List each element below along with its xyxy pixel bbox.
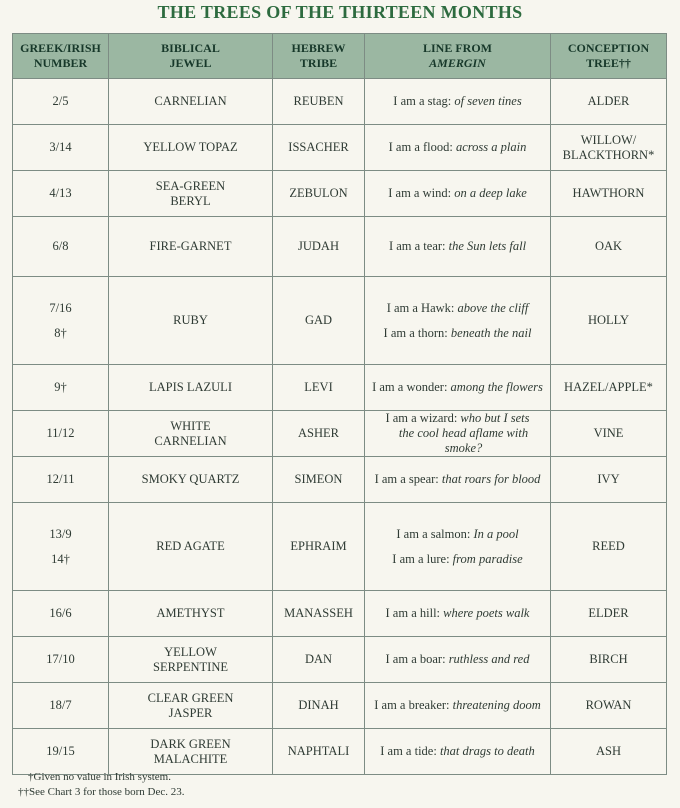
table-row <box>13 457 667 503</box>
amergin-phrase: that roars for blood <box>441 472 541 486</box>
table-row <box>13 591 667 637</box>
jewel-cell <box>109 591 273 637</box>
footnotes <box>18 770 185 800</box>
amergin-phrase: the Sun lets fall <box>448 239 527 253</box>
number-value: 19/15 <box>46 744 75 758</box>
tribe-cell <box>273 591 365 637</box>
jewel-line: BERYL <box>170 193 211 208</box>
tribe-cell <box>273 125 365 171</box>
jewel-line: SMOKY QUARTZ <box>141 472 240 486</box>
tribe-value: SIMEON <box>294 472 343 486</box>
number-cell <box>13 683 109 729</box>
tree-line: ASH <box>595 744 621 758</box>
number-value-secondary: 8† <box>54 325 67 340</box>
number-cell <box>13 277 109 365</box>
tree-line: ALDER <box>587 94 630 108</box>
number-cell <box>13 637 109 683</box>
jewel-line: CARNELIAN <box>154 433 227 448</box>
amergin-phrase: where poets walk <box>443 606 530 620</box>
jewel-cell <box>109 637 273 683</box>
tree-line: ELDER <box>588 606 629 620</box>
number-value: 3/14 <box>49 140 72 154</box>
table-row <box>13 217 667 277</box>
header-amergin-line: LINE FROM AMERGIN <box>365 34 551 79</box>
tribe-cell <box>273 217 365 277</box>
jewel-line: AMETHYST <box>156 606 225 620</box>
amergin-cell <box>365 637 551 683</box>
tribe-cell <box>273 637 365 683</box>
number-cell <box>13 217 109 277</box>
number-value-secondary: 14† <box>51 551 70 566</box>
amergin-phrase: across a plain <box>455 140 527 154</box>
amergin-prefix: I am a salmon: <box>396 526 474 541</box>
tree-cell <box>551 217 667 277</box>
tree-cell <box>551 171 667 217</box>
table-row <box>13 683 667 729</box>
amergin-phrase: from paradise <box>452 551 523 566</box>
number-cell <box>13 171 109 217</box>
amergin-cell <box>365 683 551 729</box>
footnote-double-dagger: ††See Chart 3 for those born Dec. 23. <box>18 786 185 798</box>
number-cell <box>13 411 109 457</box>
tribe-value: DINAH <box>298 698 339 712</box>
tree-line: IVY <box>597 472 620 486</box>
jewel-line: JASPER <box>168 705 213 720</box>
tribe-cell <box>273 729 365 775</box>
amergin-cell <box>365 79 551 125</box>
number-cell <box>13 591 109 637</box>
amergin-prefix: I am a wind: <box>388 186 455 200</box>
number-value: 16/6 <box>49 606 72 620</box>
tribe-cell <box>273 503 365 591</box>
jewel-cell <box>109 277 273 365</box>
header-conception-tree: CONCEPTION TREE†† <box>551 34 667 79</box>
amergin-prefix: I am a stag: <box>393 94 455 108</box>
jewel-line: FIRE-GARNET <box>149 239 232 253</box>
number-cell <box>13 125 109 171</box>
amergin-cell <box>365 729 551 775</box>
tribe-value: GAD <box>304 313 333 327</box>
tree-cell <box>551 637 667 683</box>
tribe-cell <box>273 365 365 411</box>
header-number: GREEK/IRISH NUMBER <box>13 34 109 79</box>
header-row <box>13 34 667 79</box>
tree-cell <box>551 277 667 365</box>
number-cell <box>13 729 109 775</box>
amergin-prefix: I am a hill: <box>385 606 444 620</box>
number-cell <box>13 79 109 125</box>
jewel-line: CARNELIAN <box>154 94 227 108</box>
amergin-prefix: I am a wonder: <box>372 380 451 394</box>
table-row <box>13 411 667 457</box>
amergin-prefix: I am a tide: <box>380 744 440 758</box>
tribe-cell <box>273 277 365 365</box>
amergin-cell <box>365 411 551 457</box>
page-title: THE TREES OF THE THIRTEEN MONTHS <box>157 2 523 22</box>
table-row <box>13 277 667 365</box>
table-row <box>13 637 667 683</box>
jewel-line: RUBY <box>173 313 208 327</box>
tribe-value: NAPHTALI <box>287 744 350 758</box>
amergin-phrase: of seven tines <box>454 94 522 108</box>
jewel-cell <box>109 125 273 171</box>
jewel-line: SERPENTINE <box>153 659 228 674</box>
jewel-cell <box>109 411 273 457</box>
jewel-line: DARK GREEN <box>150 736 231 751</box>
tribe-value: DAN <box>304 652 333 666</box>
number-value: 11/12 <box>46 426 75 440</box>
tribe-value: ISSACHER <box>288 140 349 154</box>
tree-line: HAWTHORN <box>572 186 645 200</box>
jewel-cell <box>109 683 273 729</box>
number-value: 13/9 <box>49 526 72 541</box>
table-row <box>13 171 667 217</box>
tribe-cell <box>273 683 365 729</box>
tree-cell <box>551 365 667 411</box>
amergin-prefix: I am a tear: <box>388 239 449 253</box>
tree-cell <box>551 503 667 591</box>
jewel-cell <box>109 503 273 591</box>
table-row <box>13 503 667 591</box>
tree-line: WILLOW/ <box>580 132 637 147</box>
amergin-prefix: I am a thorn: <box>383 325 451 340</box>
table-row <box>13 729 667 775</box>
footnote-dagger: †Given no value in Irish system. <box>28 771 171 783</box>
tribe-value: REUBEN <box>293 94 344 108</box>
number-cell <box>13 365 109 411</box>
tribe-value: ASHER <box>298 426 339 440</box>
jewel-line: LAPIS LAZULI <box>149 380 232 394</box>
amergin-phrase: threatening doom <box>452 698 541 712</box>
number-value: 18/7 <box>49 698 72 712</box>
number-value: 4/13 <box>49 186 72 200</box>
amergin-cell <box>365 217 551 277</box>
tree-line: REED <box>592 539 625 553</box>
jewel-line: WHITE <box>170 418 211 433</box>
amergin-prefix: I am a boar: <box>385 652 449 666</box>
amergin-prefix: I am a breaker: <box>374 698 453 712</box>
amergin-prefix: I am a Hawk: <box>386 300 458 315</box>
header-jewel: BIBLICAL JEWEL <box>109 34 273 79</box>
tree-line: VINE <box>593 426 624 440</box>
jewel-line: SEA-GREEN <box>155 178 226 193</box>
header-tribe: HEBREW TRIBE <box>273 34 365 79</box>
amergin-prefix: I am a spear: <box>374 472 442 486</box>
amergin-phrase: ruthless and red <box>448 652 530 666</box>
tree-cell <box>551 125 667 171</box>
tree-line: BLACKTHORN* <box>562 147 655 162</box>
tribe-cell <box>273 171 365 217</box>
jewel-line: YELLOW TOPAZ <box>143 140 238 154</box>
tree-cell <box>551 457 667 503</box>
amergin-phrase: beneath the nail <box>450 325 532 340</box>
amergin-cell <box>365 277 551 365</box>
amergin-prefix: I am a lure: <box>392 551 453 566</box>
jewel-cell <box>109 171 273 217</box>
tribe-value: LEVI <box>304 380 333 394</box>
amergin-phrase: that drags to death <box>439 744 535 758</box>
jewel-cell <box>109 217 273 277</box>
number-value: 9† <box>54 380 67 394</box>
tree-line: BIRCH <box>589 652 628 666</box>
tribe-value: MANASSEH <box>284 606 353 620</box>
jewel-cell <box>109 457 273 503</box>
tree-line: OAK <box>594 239 623 253</box>
tree-line: HAZEL/APPLE* <box>564 380 653 394</box>
tree-cell <box>551 591 667 637</box>
tree-line: HOLLY <box>587 313 630 327</box>
tree-line: ROWAN <box>585 698 632 712</box>
jewel-line: CLEAR GREEN <box>147 690 234 705</box>
jewel-line: RED AGATE <box>156 539 225 553</box>
number-value: 2/5 <box>52 94 69 108</box>
tree-cell <box>551 683 667 729</box>
tribe-value: JUDAH <box>298 239 339 253</box>
jewel-line: MALACHITE <box>153 751 228 766</box>
amergin-phrase: on a deep lake <box>454 186 527 200</box>
amergin-phrase: above the cliff <box>457 300 529 315</box>
tree-cell <box>551 411 667 457</box>
number-value: 6/8 <box>52 239 69 253</box>
number-value: 7/16 <box>49 300 72 315</box>
amergin-cell <box>365 171 551 217</box>
amergin-phrase: among the flowers <box>450 380 543 394</box>
tribe-cell <box>273 79 365 125</box>
number-cell <box>13 457 109 503</box>
tree-cell <box>551 729 667 775</box>
amergin-phrase: who but I sets <box>460 411 530 425</box>
number-value: 17/10 <box>46 652 75 666</box>
amergin-cell <box>365 125 551 171</box>
amergin-prefix: I am a wizard: <box>385 411 461 425</box>
amergin-cell <box>365 457 551 503</box>
jewel-cell <box>109 79 273 125</box>
amergin-phrase-continued: the cool head aflame with smoke? <box>398 426 529 455</box>
table-row <box>13 365 667 411</box>
amergin-cell <box>365 365 551 411</box>
tribe-cell <box>273 457 365 503</box>
jewel-line: YELLOW <box>164 644 217 659</box>
tribe-value: ZEBULON <box>289 186 348 200</box>
amergin-cell <box>365 503 551 591</box>
amergin-prefix: I am a flood: <box>388 140 456 154</box>
table-body <box>13 79 667 775</box>
jewel-cell <box>109 365 273 411</box>
tree-cell <box>551 79 667 125</box>
tribe-value: EPHRAIM <box>290 539 347 553</box>
table-row <box>13 125 667 171</box>
number-value: 12/11 <box>46 472 75 486</box>
table-row <box>13 79 667 125</box>
jewel-cell <box>109 729 273 775</box>
amergin-phrase: In a pool <box>473 526 519 541</box>
amergin-cell <box>365 591 551 637</box>
tribe-cell <box>273 411 365 457</box>
number-cell <box>13 503 109 591</box>
months-table <box>12 33 667 775</box>
